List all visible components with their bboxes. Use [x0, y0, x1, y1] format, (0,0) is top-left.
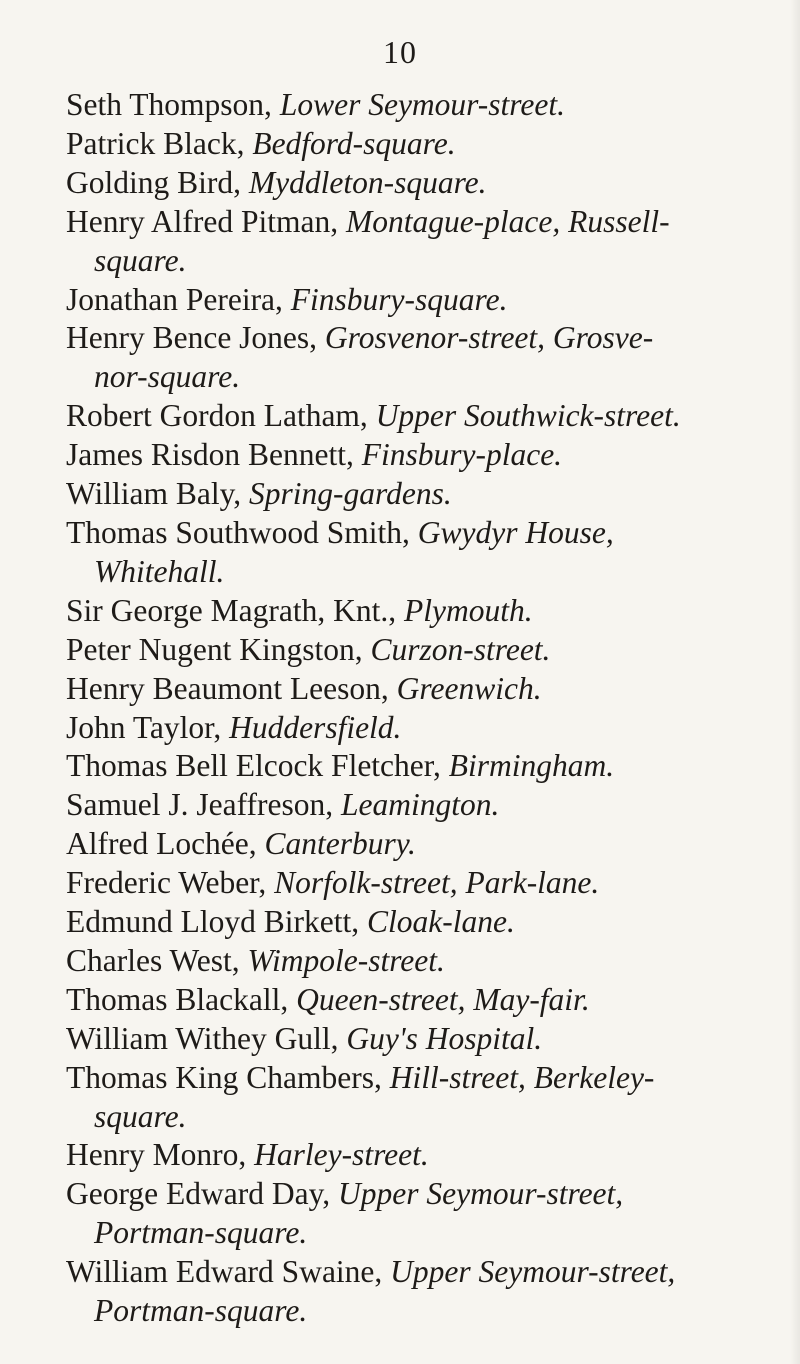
member-name: Golding Bird, — [66, 164, 242, 200]
list-item — [66, 864, 786, 903]
member-name: Thomas Bell Elcock Fletcher, — [66, 748, 441, 784]
list-item — [66, 631, 786, 670]
member-name: Henry Bence Jones, — [66, 320, 318, 356]
member-address: Canterbury. — [264, 826, 416, 862]
member-name: Alfred Lochée, — [66, 826, 257, 862]
member-address-continuation: Portman-square. — [94, 1293, 308, 1329]
list-item — [66, 786, 786, 825]
member-name: Henry Monro, — [66, 1137, 247, 1173]
list-item — [66, 514, 786, 592]
list-item — [66, 981, 786, 1020]
list-item — [66, 475, 786, 514]
member-address: Cloak-lane. — [366, 904, 515, 940]
list-item — [66, 1059, 786, 1137]
list-item — [66, 942, 786, 981]
list-item — [66, 747, 786, 786]
member-name: Thomas Blackall, — [66, 981, 289, 1017]
member-address: Upper Southwick-street. — [375, 398, 681, 434]
member-address: Gwydyr House, — [417, 514, 614, 550]
member-address: Huddersfield. — [229, 709, 402, 745]
member-address-continuation: Portman-square. — [94, 1215, 308, 1251]
member-name: William Withey Gull, — [66, 1020, 339, 1056]
member-address: Wimpole-street. — [247, 942, 445, 978]
member-address: Finsbury-place. — [361, 437, 563, 473]
page-edge-shadow — [790, 0, 800, 1364]
list-item — [66, 709, 786, 748]
member-name: Charles West, — [66, 942, 240, 978]
list-item — [66, 125, 786, 164]
member-address: Finsbury-square. — [290, 281, 508, 317]
member-address: Hill-street, Berkeley- — [389, 1059, 655, 1095]
list-item — [66, 670, 786, 709]
member-address: Curzon-street. — [370, 631, 551, 667]
list-item — [66, 319, 786, 397]
member-name: Thomas Southwood Smith, — [66, 514, 410, 550]
member-name: Henry Beaumont Leeson, — [66, 670, 389, 706]
member-name: Edmund Lloyd Birkett, — [66, 904, 360, 940]
member-name: Seth Thompson, — [66, 87, 272, 122]
member-address-continuation: Whitehall. — [94, 553, 225, 589]
member-address: Leamington. — [340, 787, 500, 823]
member-address: Grosvenor-street, Grosve- — [324, 320, 654, 356]
member-name: Jonathan Pereira, — [66, 281, 283, 317]
member-name: Frederic Weber, — [66, 865, 267, 901]
list-item — [66, 903, 786, 942]
member-address: Upper Seymour-street, — [338, 1176, 624, 1212]
member-address: Lower Seymour-street. — [279, 87, 565, 122]
member-address: Myddleton-square. — [248, 164, 487, 200]
list-item — [66, 164, 786, 203]
list-item — [66, 397, 786, 436]
member-name: Samuel J. Jeaffreson, — [66, 787, 334, 823]
member-name: James Risdon Bennett, — [66, 437, 354, 473]
member-address: Greenwich. — [396, 670, 542, 706]
member-name: Thomas King Chambers, — [66, 1059, 382, 1095]
list-item — [66, 1136, 786, 1175]
member-name: William Edward Swaine, — [66, 1254, 383, 1290]
member-address: Harley-street. — [254, 1137, 429, 1173]
list-item — [66, 592, 786, 631]
list-item — [66, 1175, 786, 1253]
list-item — [66, 436, 786, 475]
list-item — [66, 1020, 786, 1059]
member-address-continuation: nor-square. — [94, 359, 241, 395]
list-item — [66, 86, 786, 125]
list-item — [66, 1253, 786, 1331]
member-name: Sir George Magrath, Knt., — [66, 592, 397, 628]
member-list — [66, 86, 786, 1331]
member-address-continuation: square. — [94, 242, 187, 278]
member-name: George Edward Day, — [66, 1176, 331, 1212]
member-address: Upper Seymour-street, — [390, 1254, 676, 1290]
list-item — [66, 281, 786, 320]
member-address: Montague-place, Russell- — [345, 203, 670, 239]
member-address-continuation: square. — [94, 1098, 187, 1134]
page-number: 10 — [383, 34, 417, 70]
member-name: Patrick Black, — [66, 125, 245, 161]
member-name: Robert Gordon Latham, — [66, 398, 368, 434]
list-item — [66, 825, 786, 864]
member-address: Plymouth. — [403, 592, 533, 628]
member-address: Norfolk-street, Park-lane. — [274, 865, 600, 901]
member-address: Queen-street, May-fair. — [296, 981, 590, 1017]
member-name: Peter Nugent Kingston, — [66, 631, 363, 667]
list-item — [66, 203, 786, 281]
member-name: John Taylor, — [66, 709, 222, 745]
member-name: William Baly, — [66, 476, 242, 512]
member-name: Henry Alfred Pitman, — [66, 203, 339, 239]
member-address: Birmingham. — [448, 748, 615, 784]
member-address: Bedford-square. — [252, 125, 456, 161]
member-address: Spring-gardens. — [249, 476, 452, 512]
member-address: Guy's Hospital. — [346, 1020, 543, 1056]
